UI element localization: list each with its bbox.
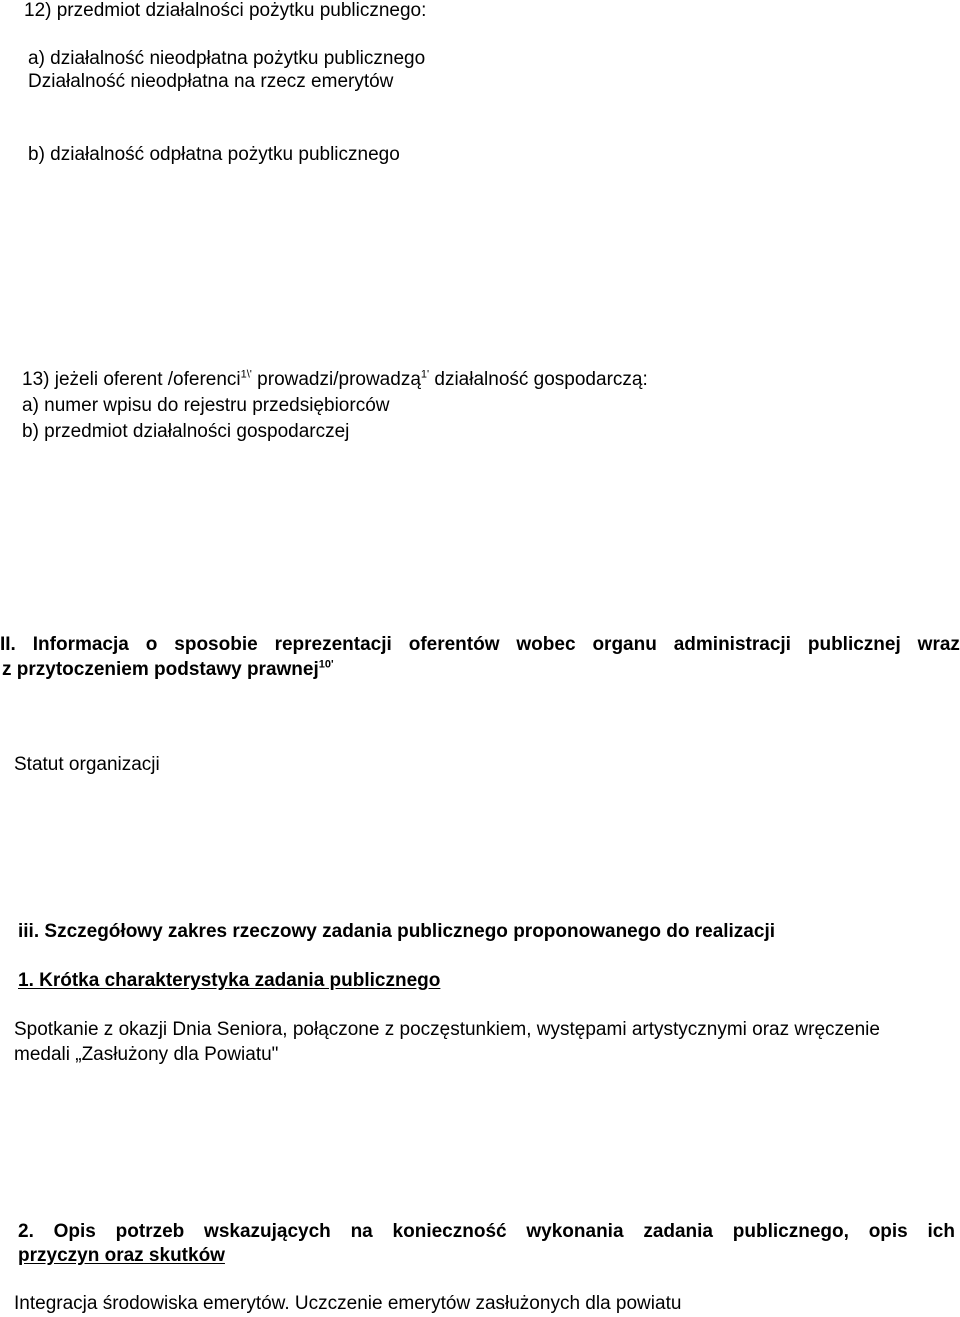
- secIII-s1-heading: 1. Krótka charakterystyka zadania publicznego: [18, 970, 441, 991]
- sec12-b-label: b) działalność odpłatna pożytku publicznego: [28, 144, 400, 165]
- secIII-s1-line1: Spotkanie z okazji Dnia Seniora, połączone z poczęstunkiem, występami artystycznymi oraz wręczenie: [14, 1019, 880, 1040]
- secII-heading-line2: z przytoczeniem podstawy prawnej$^{10'}$: [2, 658, 334, 680]
- sec12-a-value: Działalność nieodpłatna na rzecz emerytów: [28, 71, 394, 92]
- secIII-s2-heading-line2: przyczyn oraz skutków: [18, 1245, 225, 1266]
- secIII-s2-heading-line1: 2. Opis potrzeb wskazujących na konieczność wykonania zadania publicznego, opis ich: [18, 1221, 955, 1242]
- secIII-s2-value: Integracja środowiska emerytów. Uczczenie emerytów zasłużonych dla powiatu: [14, 1293, 682, 1314]
- sec12-title: 12) przedmiot działalności pożytku publicznego:: [24, 0, 427, 21]
- sec13-title: 13) jeżeli oferent /oferenci$^{1\backslash'}$ prowadzi/prowadzą$^{1'}$ działalność gospodarczą:: [22, 368, 648, 390]
- sec12-a-label: a) działalność nieodpłatna pożytku publicznego: [28, 48, 426, 69]
- secIII-s1-line2: medali „Zasłużony dla Powiatu": [14, 1044, 279, 1065]
- sec13-a: a) numer wpisu do rejestru przedsiębiorców: [22, 395, 390, 416]
- sec13-b: b) przedmiot działalności gospodarczej: [22, 421, 350, 442]
- secII-value: Statut organizacji: [14, 754, 160, 775]
- secII-heading-line1: II. Informacja o sposobie reprezentacji oferentów wobec organu administracji publicznej wraz: [0, 634, 960, 655]
- secIII-heading: iii. Szczegółowy zakres rzeczowy zadania publicznego proponowanego do realizacji: [18, 921, 776, 942]
